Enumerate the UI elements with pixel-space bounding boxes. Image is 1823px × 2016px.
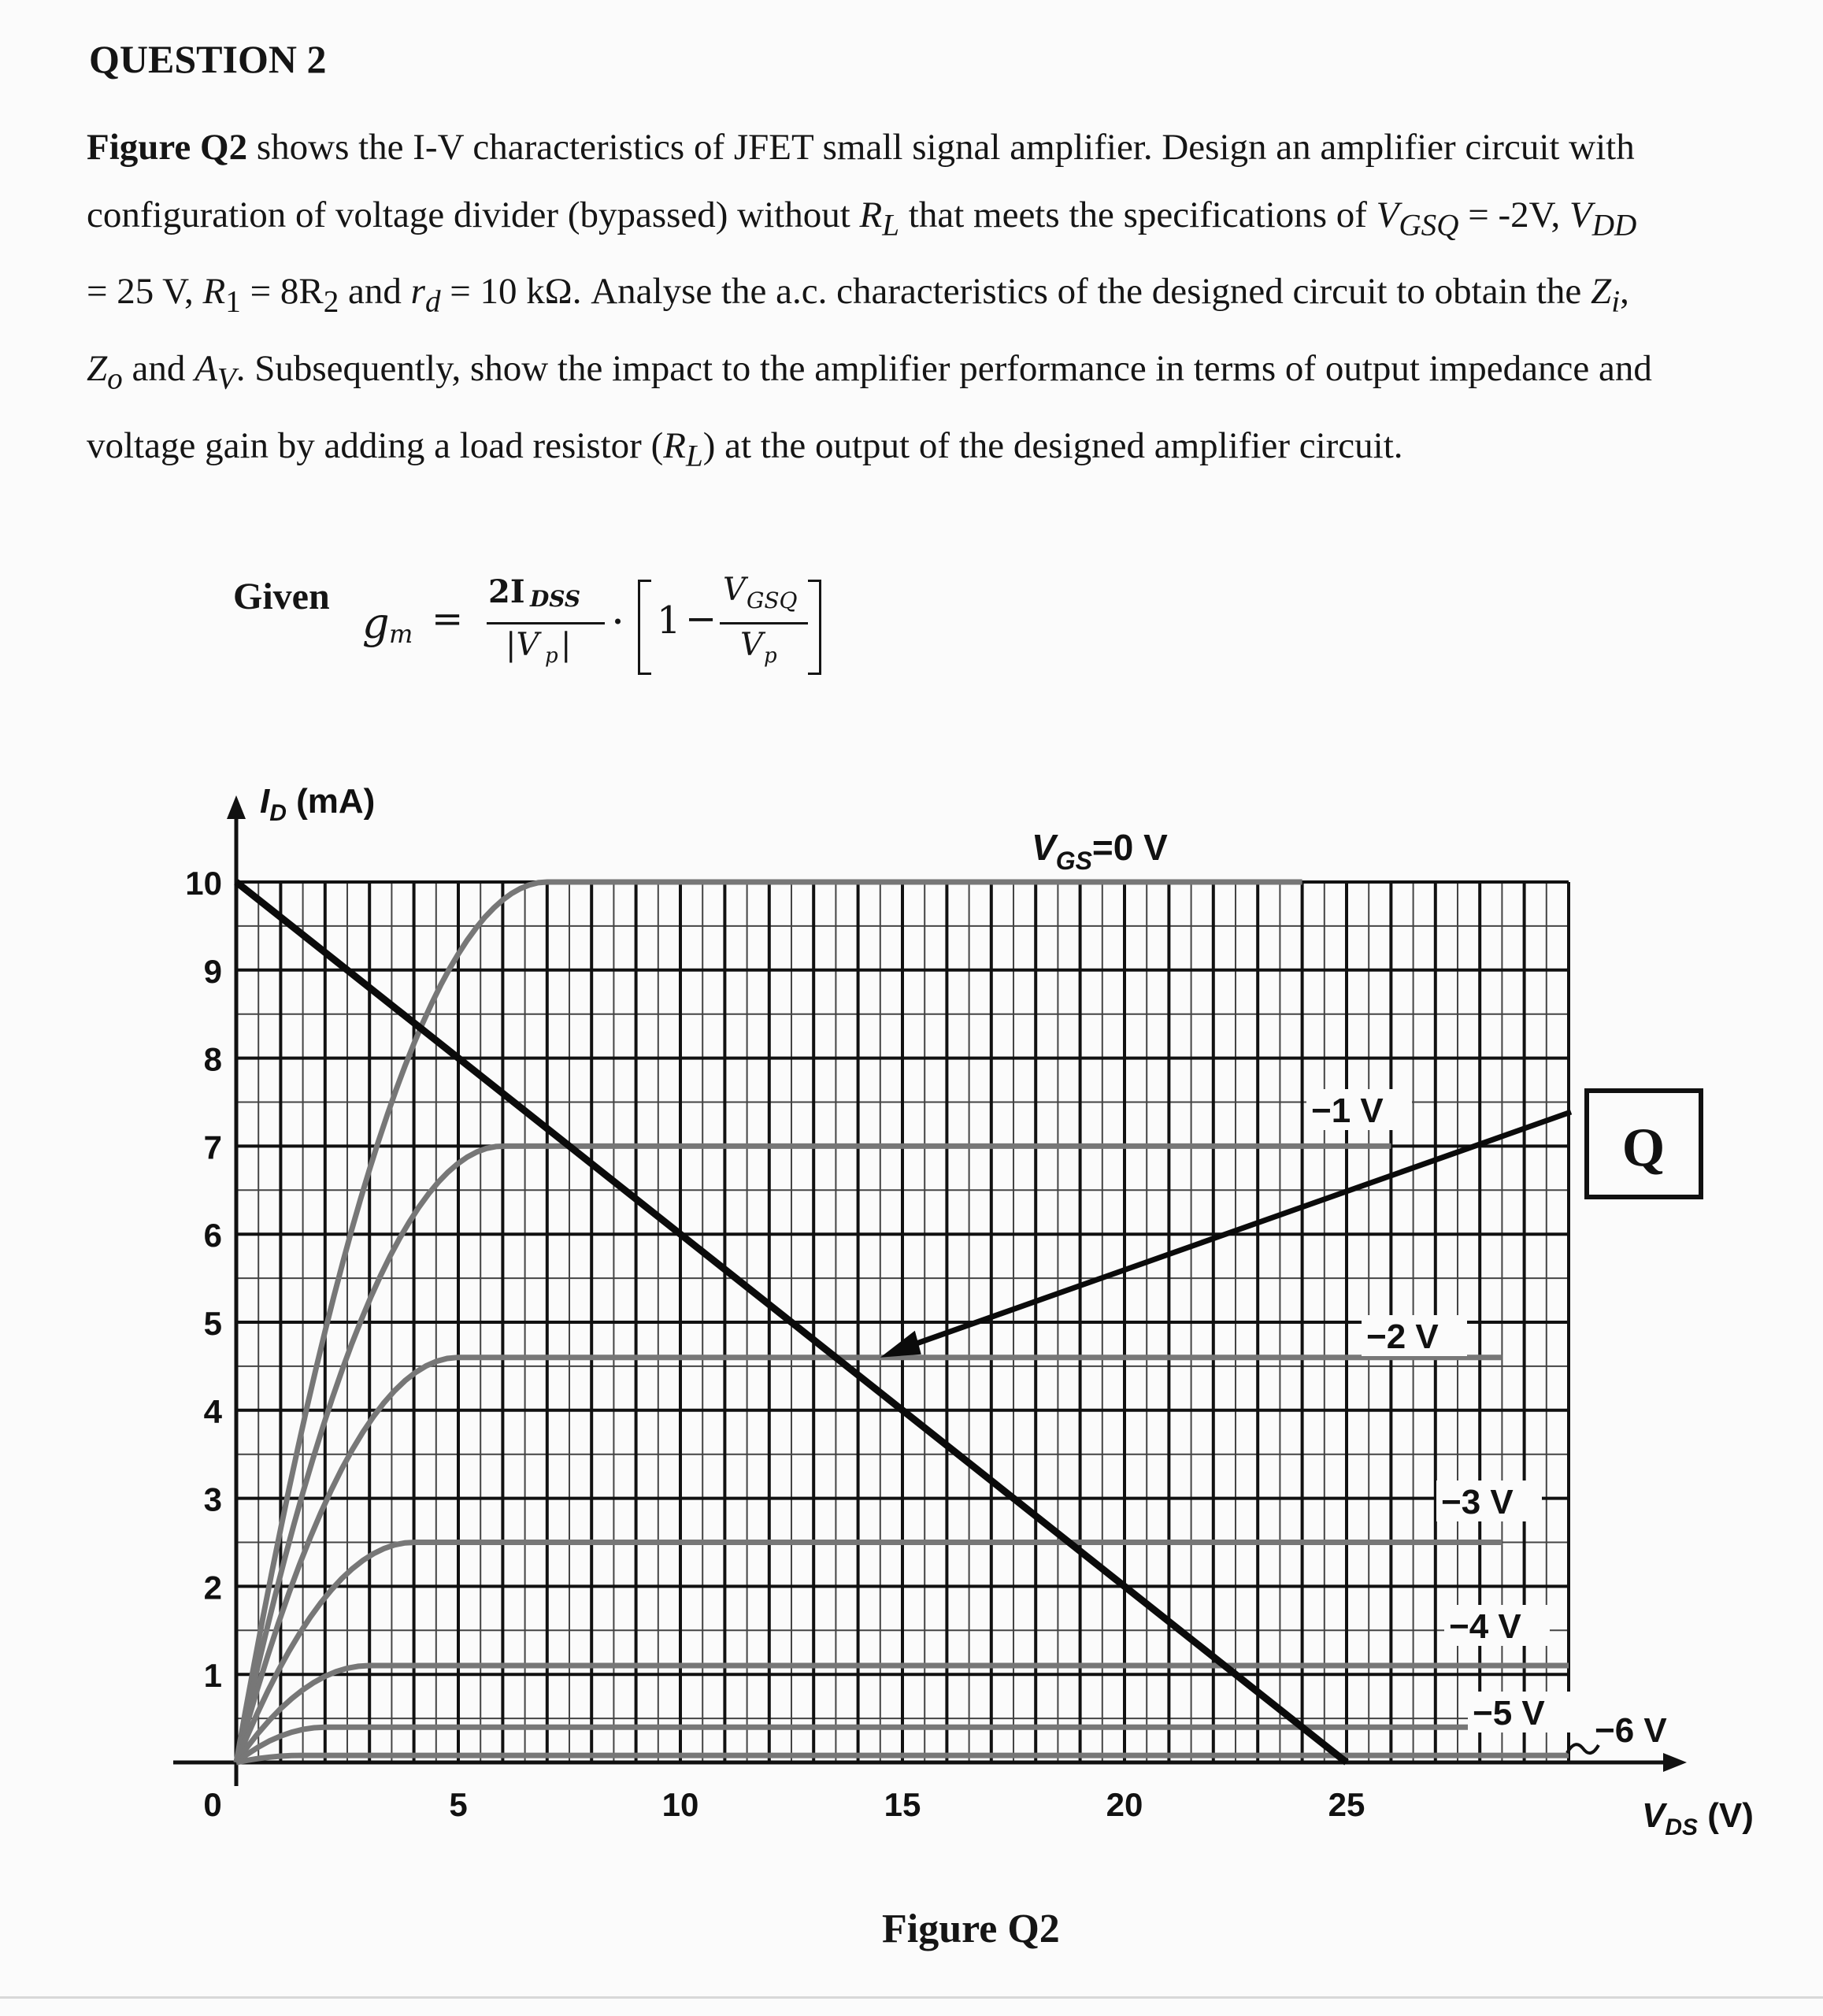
y-tick-label: 9 [203,952,222,990]
question-title: QUESTION 2 [89,37,327,81]
series-label-vgs-0: $V_{GS}=0$ V [1032,827,1168,875]
x-tick-label: 10 [661,1786,699,1823]
series-label-vgs: −5 V [1473,1694,1545,1732]
y-tick-label: 6 [203,1217,222,1254]
iv-curve-series-2 [236,1358,1502,1762]
x-axis-arrow-icon [1663,1753,1687,1772]
given-label: Given [233,576,330,617]
y-axis-label: $I_D$ (mA) [260,782,376,826]
figure-reference: Figure Q2 [87,127,248,168]
y-tick-label: 4 [203,1392,222,1430]
q-point-label: Q [1621,1117,1666,1178]
question-text: Figure Q2 shows the I-V characteristics of JFET small signal amplifier. Design an amplifier circuit with configuration of voltage divider (bypassed) without $R_L$ that meets the specifications of $V_{GSQ} = -2V$, $V_{DD} = 25$ V, $R_1 = 8R_2$ and $r_d = 10$ kΩ. Analyse the a.c. characteristics of the designed circuit to obtain the $Z_i$, $Z_o$ and $A_V$. Subsequently, show the impact to the amplifier performance in terms of output impedance and voltage gain by adding a load resistor $(R_L)$ at the output of the designed amplifier circuit. [87,127,1652,473]
x-tick-label: 20 [1106,1786,1143,1823]
x-tick-label: 15 [884,1786,921,1823]
q-point-arrowhead-icon [880,1331,921,1358]
y-tick-label: 1 [203,1657,222,1695]
y-axis-arrow-icon [227,795,246,819]
x-tick-label: 0 [203,1786,222,1823]
y-tick-label: 8 [203,1040,222,1078]
figure-caption: Figure Q2 [882,1907,1060,1951]
y-tick-label: 5 [203,1305,222,1342]
series-label-vgs: −3 V [1441,1483,1514,1521]
series-label-vgs: −4 V [1449,1607,1521,1646]
series-label-vgs: −1 V [1311,1091,1384,1130]
y-tick-label: 10 [185,865,222,902]
y-tick-label: 3 [203,1480,222,1518]
x-tick-label: 25 [1328,1786,1365,1823]
series-6v-pointer [1567,1744,1599,1753]
x-axis-label: $V_{DS}$ (V) [1642,1796,1754,1840]
gm-formula: g m = 2I DSS |V p | · 1 − V GSQ V p [339,567,850,709]
y-tick-label: 7 [203,1128,222,1166]
bottom-divider [0,1996,1823,1999]
x-tick-label: 5 [449,1786,468,1823]
y-tick-label: 2 [203,1569,222,1606]
series-label-vgs: −6 V [1595,1711,1667,1750]
series-label-vgs: −2 V [1366,1317,1439,1356]
